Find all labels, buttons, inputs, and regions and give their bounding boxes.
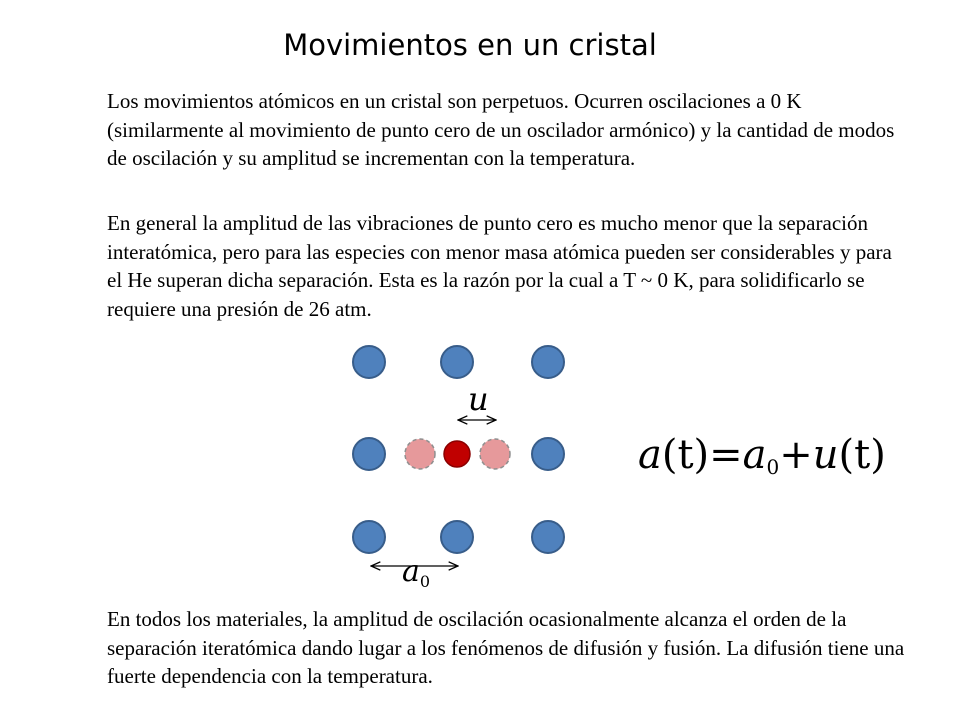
- equation-u-arg: (t): [838, 432, 886, 478]
- equation-a0-var: a: [742, 432, 767, 478]
- intro-paragraph: Los movimientos atómicos en un cristal son perpetuos. Ocurren oscilaciones a 0 K (similarmente al movimiento de punto cero de un oscilador armónico) y la cantidad de modos de oscilación y su amplitud se incrementan con la temperatura.: [107, 89, 895, 170]
- equation-a0-sub: 0: [766, 455, 780, 479]
- equation-lhs-arg: (t): [661, 432, 710, 478]
- equation-lhs-var: a: [638, 432, 662, 478]
- atom-bottom-left: [353, 521, 385, 553]
- diffusion-paragraph: En todos los materiales, la amplitud de oscilación ocasionalmente alcanza el orden de la separación iteratómica dando lugar a los fenómenos de difusión y fusión. La difusión tiene una fuerte dependencia con la temperatura.: [107, 607, 905, 688]
- zero-point-paragraph: En general la amplitud de las vibraciones de punto cero es mucho menor que la separación interatómica, pero para las especies con menor masa atómica pueden ser considerables y para el He superan dicha separación. Esta es la razón por la cual a T ~ 0 K, para solidificarlo se requiere una presión de 26 atm.: [107, 211, 892, 321]
- displaced-atom-left: [405, 439, 435, 469]
- page-title: Movimientos en un cristal: [283, 28, 657, 62]
- atom-top-center: [441, 346, 473, 378]
- atom-middle-left: [353, 438, 385, 470]
- atom-middle-right: [532, 438, 564, 470]
- atom-top-left: [353, 346, 385, 378]
- atom-top-right: [532, 346, 564, 378]
- equation-plus: +: [779, 432, 813, 478]
- atom-central-oscillating: [444, 441, 470, 467]
- equation-equals: =: [709, 432, 743, 478]
- atom-bottom-center: [441, 521, 473, 553]
- equation-u-var: u: [812, 432, 839, 478]
- lattice-spacing-label: $a_0$: [402, 554, 431, 591]
- atom-bottom-right: [532, 521, 564, 553]
- position-equation: [638, 432, 886, 479]
- displaced-atom-right: [480, 439, 510, 469]
- displacement-label: u: [468, 380, 489, 418]
